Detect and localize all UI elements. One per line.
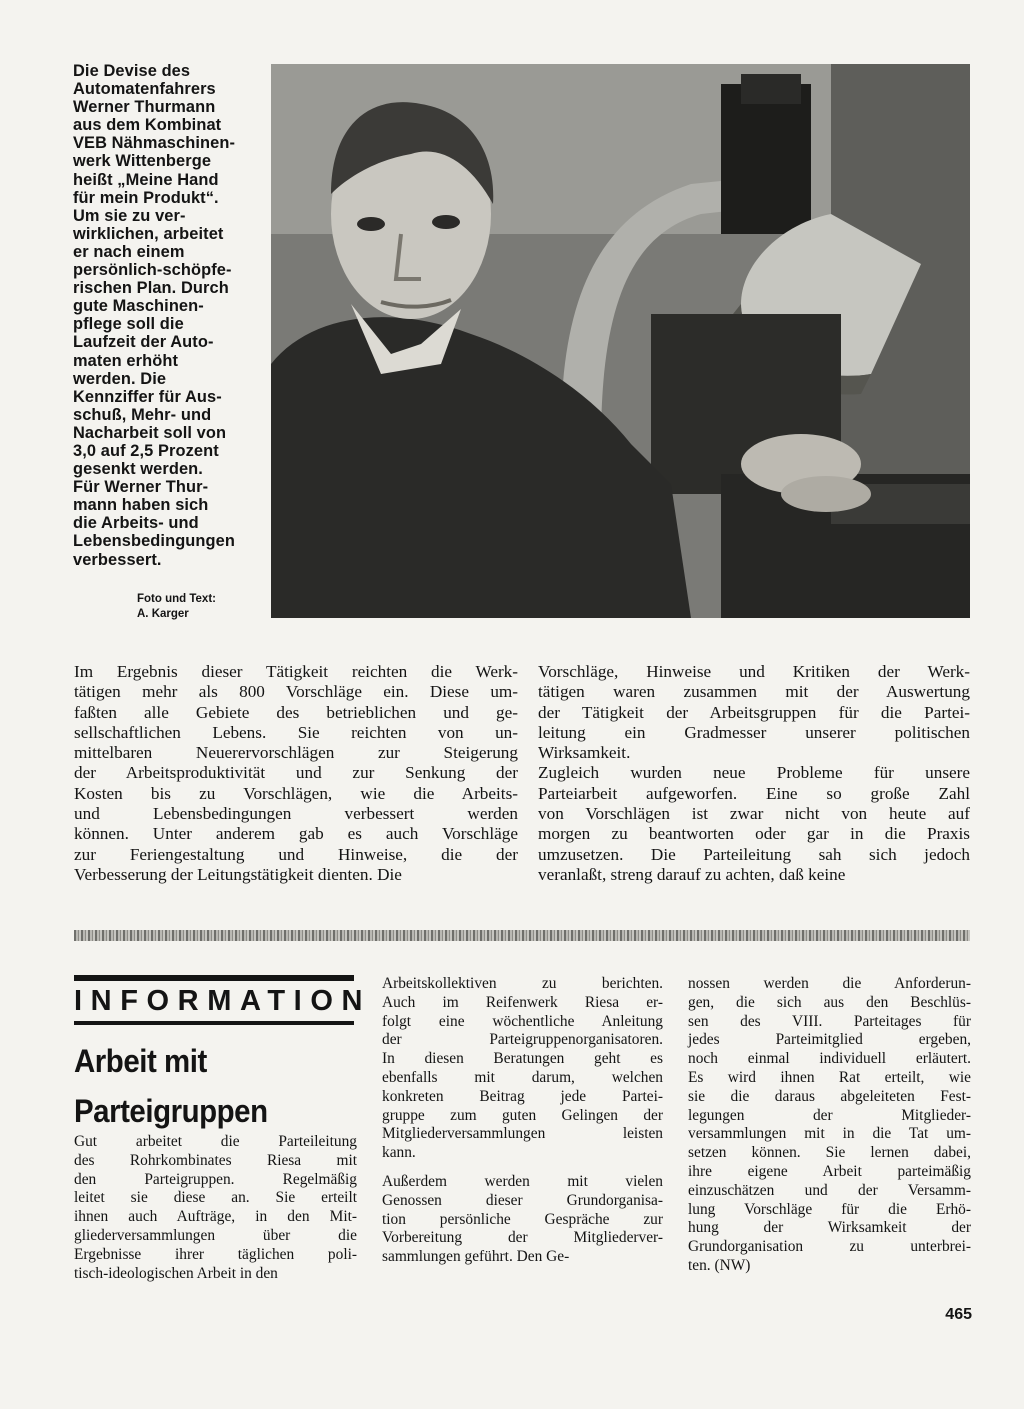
news-line: Grundorganisation zu unterbrei- <box>688 1238 971 1256</box>
article-line: der Tätigkeit der Arbeitsgruppen für die Partei- <box>538 702 970 722</box>
news-column-3 <box>688 975 971 1276</box>
news-column-1 <box>74 1133 357 1283</box>
news-headline <box>74 1036 350 1136</box>
news-line: hung der Wirksamkeit der <box>688 1219 971 1237</box>
news-line: Arbeitskollektiven zu berichten. <box>382 975 663 992</box>
caption-line: heißt „Meine Hand <box>73 170 219 189</box>
rubric-label: INFORMATION <box>74 985 372 1017</box>
worker-at-machine-photo <box>271 64 970 618</box>
article-line: tätigen waren zusammen mit der Auswertung <box>538 682 970 702</box>
news-line: des Rohrkombinates Riesa mit <box>74 1151 357 1169</box>
news-line: sammlungen geführt. Den Ge- <box>382 1248 570 1266</box>
news-line: einzuschätzen und der Versamm- <box>688 1181 971 1199</box>
caption-line: für mein Produkt“. <box>73 188 219 207</box>
news-line: ebenfalls mit darum, welchen <box>382 1068 663 1086</box>
article-line: Zugleich wurden neue Probleme für unsere <box>538 763 970 783</box>
news-line: ihnen auch Aufträge, in den Mit- <box>74 1208 357 1226</box>
news-line: den Parteigruppen. Regelmäßig <box>74 1170 357 1188</box>
news-line: versammlungen mit in die Tat um- <box>688 1125 971 1143</box>
caption-line: pflege soll die <box>73 315 184 334</box>
caption-line: persönlich-schöpfe- <box>73 261 232 280</box>
caption-line: Kennziffer für Aus- <box>73 387 222 406</box>
caption-line: gesenkt werden. <box>73 460 203 479</box>
caption-line: Die Devise des <box>73 62 191 80</box>
news-line: jedes Parteimitglied ergeben, <box>688 1031 971 1049</box>
headline-line: Arbeit mit <box>74 1043 207 1079</box>
news-line: tisch-ideologischen Arbeit in den <box>74 1264 278 1282</box>
caption-line: Um sie zu ver- <box>73 206 186 225</box>
article-line: faßten alle Gebiete des betrieblichen und ge- <box>74 702 518 722</box>
news-line: der Parteigruppenorganisatoren. <box>382 1031 663 1049</box>
caption-line: wirklichen, arbeitet <box>73 224 224 243</box>
photo-caption <box>73 62 263 569</box>
article-line: sellschaftlichen Lebens. Sie reichten von un- <box>74 722 518 742</box>
caption-line: aus dem Kombinat <box>73 116 222 135</box>
section-divider <box>74 930 970 941</box>
caption-line: Nacharbeit soll von <box>73 423 227 442</box>
caption-line: schuß, Mehr- und <box>73 405 212 424</box>
article-line: können. Unter anderem gab es auch Vorschläge <box>74 824 518 844</box>
caption-line: Automatenfahrers <box>73 80 216 99</box>
news-line: Es wird ihnen Rat erteilt, wie <box>688 1068 971 1086</box>
article-line: Parteiarbeit aufgeworfen. Eine so große Zahl <box>538 783 970 803</box>
paragraph-gap <box>382 1163 663 1173</box>
article-line: zur Feriengestaltung und Hinweise, die der <box>74 844 518 864</box>
news-line: kann. <box>382 1144 416 1162</box>
article-line: tätigen mehr als 800 Vorschläge ein. Diese um- <box>74 682 518 702</box>
caption-line: rischen Plan. Durch <box>73 279 229 298</box>
article-line: Verbesserung der Leitungstätigkeit dienten. Die <box>74 864 402 884</box>
article-line: Wirksamkeit. <box>538 743 631 763</box>
caption-line: mann haben sich <box>73 496 209 515</box>
news-line: gen, die sich aus den Beschlüs- <box>688 993 971 1011</box>
caption-line: Für Werner Thur- <box>73 478 209 497</box>
article-line: Im Ergebnis dieser Tätigkeit reichten die Werk- <box>74 662 518 681</box>
caption-line: er nach einem <box>73 242 185 261</box>
news-line: In diesen Beratungen geht es <box>382 1050 663 1068</box>
news-line: sen des VIII. Parteitages für <box>688 1012 971 1030</box>
caption-line: Lebensbedingungen <box>73 532 235 551</box>
headline-line: Parteigruppen <box>74 1093 268 1129</box>
article-line: veranlaßt, streng darauf zu achten, daß keine <box>538 864 846 884</box>
news-line: lung Vorschläge für die Erhö- <box>688 1200 971 1218</box>
caption-line: 3,0 auf 2,5 Prozent <box>73 441 219 460</box>
news-line: Außerdem werden mit vielen <box>382 1172 663 1190</box>
article-line: und Lebensbedingungen verbessert werden <box>74 804 518 824</box>
credit-line: Foto und Text: <box>137 593 216 605</box>
article-line: umzusetzen. Die Parteileitung sah sich jedoch <box>538 844 970 864</box>
credit-line: A. Karger <box>137 608 189 620</box>
news-line: Mitgliederversammlungen leisten <box>382 1125 663 1143</box>
caption-line: maten erhöht <box>73 351 179 370</box>
article-line: leitung ein Gradmesser unserer politischen <box>538 722 970 742</box>
news-line: gliederversammlungen über die <box>74 1226 357 1244</box>
caption-line: werk Wittenberge <box>73 152 212 171</box>
caption-line: Laufzeit der Auto- <box>73 333 214 352</box>
news-column-2 <box>382 975 663 1267</box>
caption-line: die Arbeits- und <box>73 514 199 533</box>
article-line: Vorschläge, Hinweise und Kritiken der Werk- <box>538 662 970 681</box>
news-line: ihre eigene Arbeit parteimäßig <box>688 1162 971 1180</box>
caption-line: werden. Die <box>73 369 167 388</box>
news-line: folgt eine wöchentliche Anleitung <box>382 1012 663 1030</box>
news-line: Genossen dieser Grundorganisa- <box>382 1191 663 1209</box>
news-line: konkreten Beitrag jede Partei- <box>382 1087 663 1105</box>
news-line: ten. (NW) <box>688 1256 751 1274</box>
caption-line: verbessert. <box>73 550 162 569</box>
news-line: gruppe zum guten Gelingen der <box>382 1106 663 1124</box>
news-line: legungen der Mitglieder- <box>688 1106 971 1124</box>
news-line: Vorbereitung der Mitgliederver- <box>382 1229 663 1247</box>
news-line: leitet sie diese an. Sie erteilt <box>74 1189 357 1207</box>
article-line: morgen zu beantworten oder gar in die Praxis <box>538 824 970 844</box>
news-line: setzen können. Sie lernen dabei, <box>688 1144 971 1162</box>
article-line: von Vorschlägen ist zwar nicht von heute auf <box>538 804 970 824</box>
page-number: 465 <box>945 1306 972 1323</box>
caption-line: gute Maschinen- <box>73 297 204 316</box>
rubric-bottom-rule <box>74 1021 354 1025</box>
news-line: nossen werden die Anforderun- <box>688 975 971 992</box>
caption-line: VEB Nähmaschinen- <box>73 134 236 153</box>
caption-line: Werner Thurmann <box>73 98 216 117</box>
article-line: Kosten bis zu Vorschlägen, wie die Arbeits- <box>74 783 518 803</box>
news-line: sie die daraus abgeleiteten Fest- <box>688 1087 971 1105</box>
news-line: noch einmal individuell erläutert. <box>688 1050 971 1068</box>
article-column-right <box>538 662 970 885</box>
news-line: Gut arbeitet die Parteileitung <box>74 1133 357 1150</box>
article-line: mittelbaren Neuerervorschlägen zur Steigerung <box>74 743 518 763</box>
article-column-left <box>74 662 518 885</box>
news-line: Ergebnisse ihrer täglichen poli- <box>74 1245 357 1263</box>
news-line: tion persönliche Gespräche zur <box>382 1210 663 1228</box>
photo-credit <box>137 592 267 622</box>
article-line: der Arbeitsproduktivität und zur Senkung der <box>74 763 518 783</box>
news-line: Auch im Reifenwerk Riesa er- <box>382 993 663 1011</box>
